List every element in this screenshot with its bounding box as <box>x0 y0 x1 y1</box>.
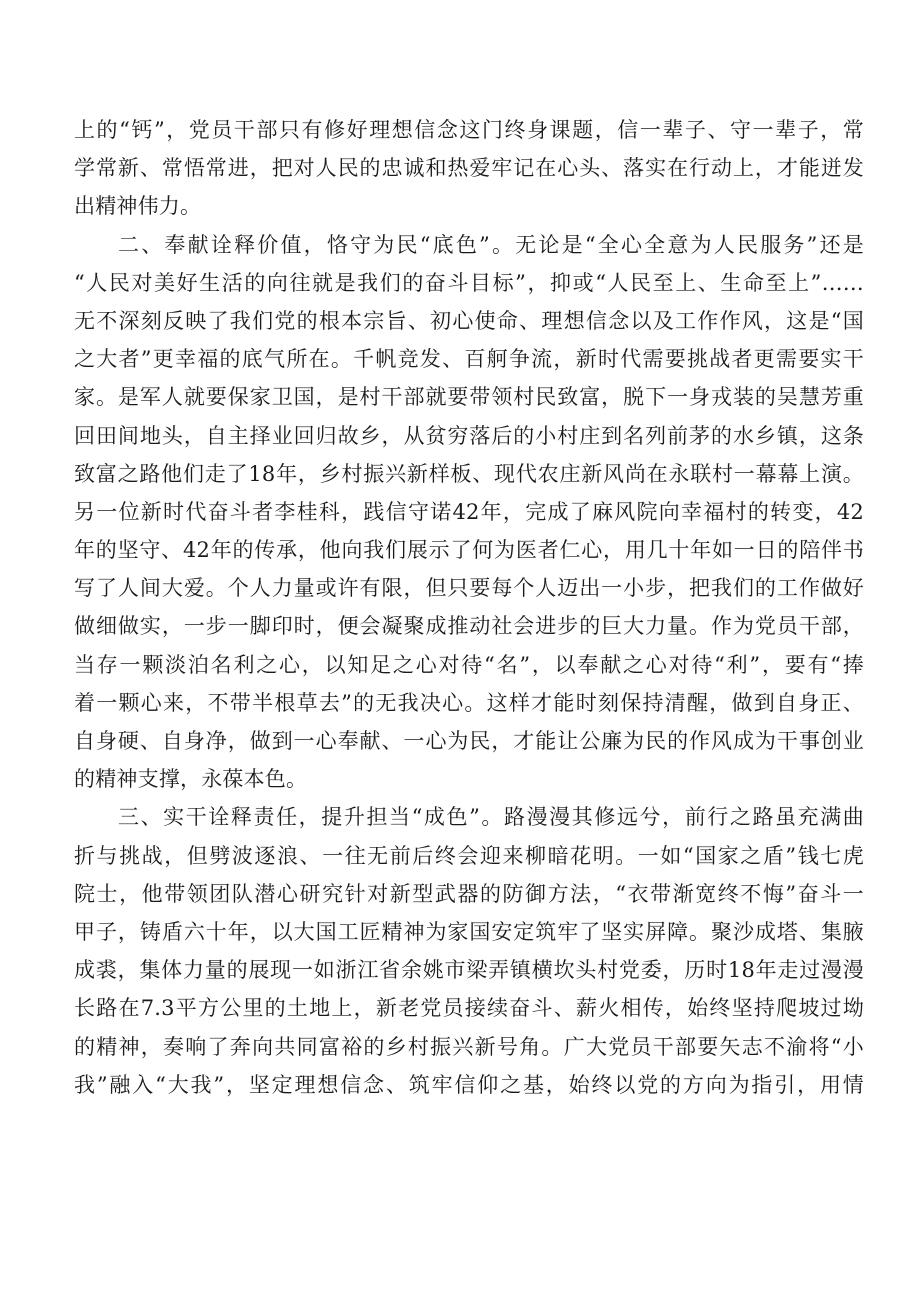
paragraph-3 <box>74 798 864 1104</box>
text-line: 的精神，奏响了奔向共同富裕的乡村振兴新号角。广大党员干部要矢志不渝将“小 <box>74 1034 864 1059</box>
text-line: 无不深刻反映了我们党的根本宗旨、初心使命、理想信念以及工作作风，这是“国 <box>74 308 864 333</box>
text-line: 之大者”更幸福的底气所在。千帆竞发、百舸争流，新时代需要挑战者更需要实干 <box>74 347 864 372</box>
text-line: 年的坚守、42年的传承，他向我们展示了何为医者仁心，用几十年如一日的陪伴书 <box>74 538 864 563</box>
text-line: 当存一颗淡泊名利之心，以知足之心对待“名”，以奉献之心对待“利”，要有“捧 <box>74 652 864 677</box>
text-line: 学常新、常悟常进，把对人民的忠诚和热爱牢记在心头、落实在行动上，才能迸发 <box>74 156 864 181</box>
text-line: 折与挑战，但劈波逐浪、一往无前后终会迎来柳暗花明。一如“国家之盾”钱七虎 <box>74 843 864 868</box>
text-line: 家。是军人就要保家卫国，是村干部就要带领村民致富，脱下一身戎装的吴慧芳重 <box>74 385 864 410</box>
paragraph-1 <box>74 111 864 226</box>
text-line: 另一位新时代奋斗者李桂科，践信守诺42年，完成了麻风院向幸福村的转变，42 <box>74 499 864 524</box>
text-line: 着一颗心来，不带半根草去”的无我决心。这样才能时刻保持清醒，做到自身正、 <box>74 690 864 715</box>
text-line: 的精神支撑，永葆本色。 <box>74 767 308 792</box>
text-line: 院士，他带领团队潜心研究针对新型武器的防御方法，“衣带渐宽终不悔”奋斗一 <box>74 881 864 906</box>
text-line: 做细做实，一步一脚印时，便会凝聚成推动社会进步的巨大力量。作为党员干部， <box>74 614 864 639</box>
text-line: 我”融入“大我”，坚定理想信念、筑牢信仰之基，始终以党的方向为指引，用情 <box>74 1072 864 1097</box>
text-line: 致富之路他们走了18年，乡村振兴新样板、现代农庄新风尚在永联村一幕幕上演。 <box>74 461 864 486</box>
text-line: 自身硬、自身净，做到一心奉献、一心为民，才能让公廉为民的作风成为干事创业 <box>74 729 864 753</box>
text-line: 出精神伟力。 <box>74 194 202 219</box>
text-line: 甲子，铸盾六十年，以大国工匠精神为家国安定筑牢了坚实屏障。聚沙成塔、集腋 <box>74 919 864 944</box>
text-line: 三、实干诠释责任，提升担当“成色”。路漫漫其修远兮，前行之路虽充满曲 <box>118 805 864 830</box>
text-line: 写了人间大爱。个人力量或许有限，但只要每个人迈出一小步，把我们的工作做好 <box>74 576 864 601</box>
paragraph-2 <box>74 226 864 799</box>
text-line: “人民对美好生活的向往就是我们的奋斗目标”，抑或“人民至上、生命至上”…… <box>74 270 864 295</box>
text-line: 回田间地头，自主择业回归故乡，从贫穷落后的小村庄到名列前茅的水乡镇，这条 <box>74 423 864 448</box>
text-line: 长路在7.3平方公里的土地上，新老党员接续奋斗、薪火相传，始终坚持爬坡过坳 <box>74 996 864 1021</box>
document-page <box>74 111 864 1104</box>
text-line: 成裘，集体力量的展现一如浙江省余姚市梁弄镇横坎头村党委，历时18年走过漫漫 <box>74 958 864 983</box>
text-line: 二、奉献诠释价值，恪守为民“底色”。无论是“全心全意为人民服务”还是 <box>118 232 864 257</box>
text-line: 上的“钙”，党员干部只有修好理想信念这门终身课题，信一辈子、守一辈子，常 <box>74 118 864 142</box>
